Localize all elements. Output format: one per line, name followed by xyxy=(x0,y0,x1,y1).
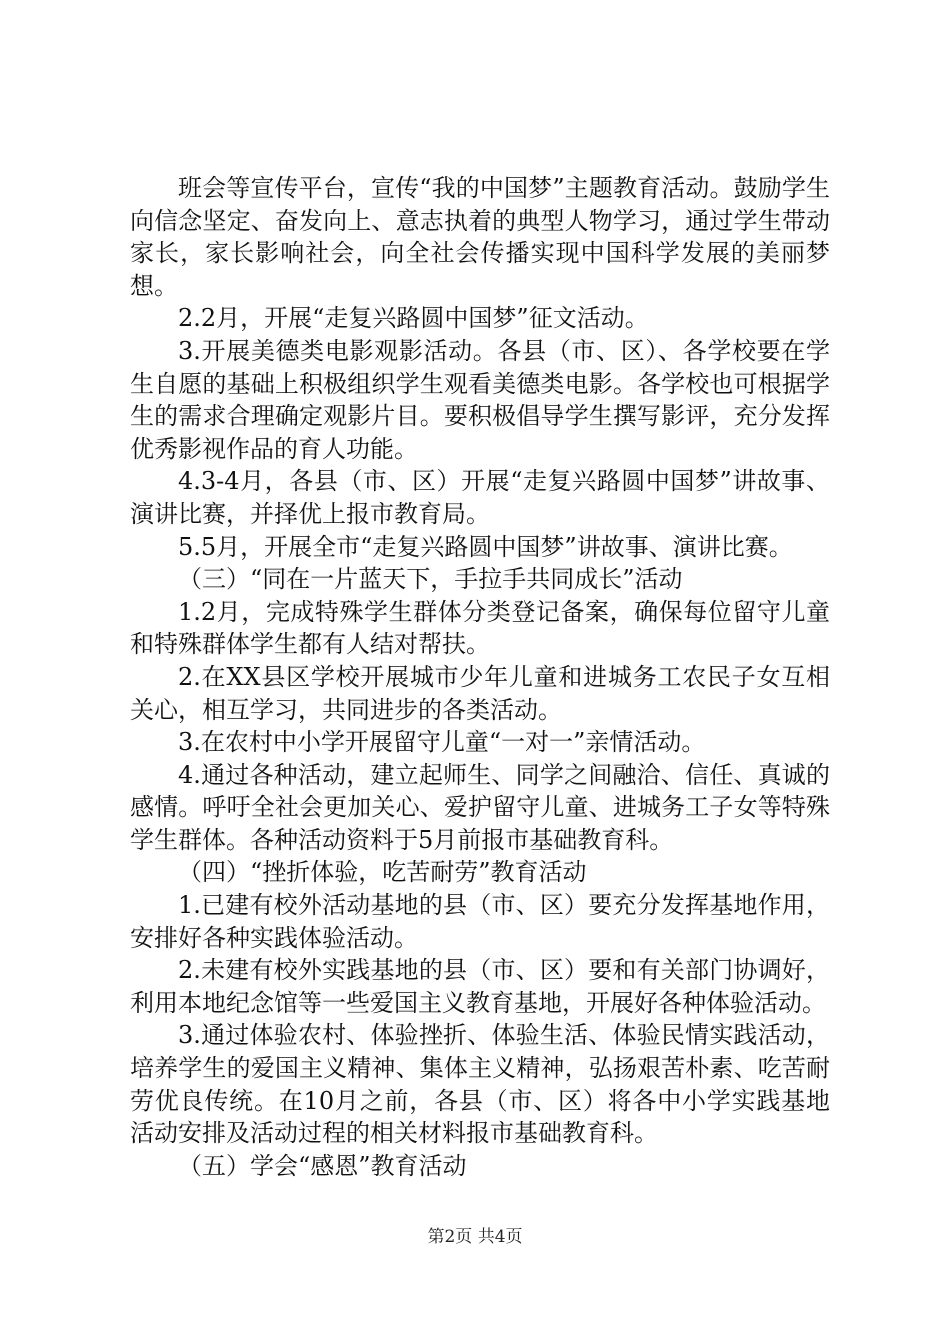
paragraph: 5.5月，开展全市“走复兴路圆中国梦”讲故事、演讲比赛。 xyxy=(178,532,793,561)
paragraph: 2.在XX县区学校开展城市少年儿童和进城务工农民子女互相关心，相互学习，共同进步的各类活动。 xyxy=(130,662,830,724)
paragraph: 4.3-4月，各县（市、区）开展“走复兴路圆中国梦”讲故事、演讲比赛，并择优上报市教育局。 xyxy=(130,467,830,528)
paragraph: （五）学会“感恩”教育活动 xyxy=(178,1151,467,1180)
paragraph: 3.通过体验农村、体验挫折、体验生活、体验民情实践活动，培养学生的爱国主义精神、集体主义精神，弘扬艰苦朴素、吃苦耐劳优良传统。在10月之前，各县（市、区）将各中小学实践基地活动安排及活动过程的相关材料报市基础教育科。 xyxy=(130,1021,830,1148)
paragraph: （三）“同在一片蓝天下，手拉手共同成长”活动 xyxy=(178,565,683,594)
paragraph: 4.通过各种活动，建立起师生、同学之间融洽、信任、真诚的感情。呼吁全社会更加关心、爱护留守儿童、进城务工子女等特殊学生群体。各种活动资料于5月前报市基础教育科。 xyxy=(130,760,830,854)
document-body xyxy=(130,172,830,1182)
paragraph: 班会等宣传平台，宣传“我的中国梦”主题教育活动。鼓励学生向信念坚定、奋发向上、意志执着的典型人物学习，通过学生带动家长，家长影响社会，向全社会传播实现中国科学发展的美丽梦想。 xyxy=(130,174,830,300)
paragraph: 1.2月，完成特殊学生群体分类登记备案，确保每位留守儿童和特殊群体学生都有人结对帮扶。 xyxy=(130,597,830,659)
paragraph: 1.已建有校外活动基地的县（市、区）要充分发挥基地作用，安排好各种实践体验活动。 xyxy=(130,891,830,952)
paragraph: 2.未建有校外实践基地的县（市、区）要和有关部门协调好，利用本地纪念馆等一些爱国主义教育基地，开展好各种体验活动。 xyxy=(130,956,830,1017)
page-footer: 第2页 共4页 xyxy=(427,1227,523,1247)
paragraph: 3.开展美德类电影观影活动。各县（市、区）、各学校要在学生自愿的基础上积极组织学生观看美德类电影。各学校也可根据学生的需求合理确定观影片目。要积极倡导学生撰写影评，充分发挥优秀影视作品的育人功能。 xyxy=(130,336,830,463)
paragraph: 2.2月，开展“走复兴路圆中国梦”征文活动。 xyxy=(178,304,649,333)
paragraph: 3.在农村中小学开展留守儿童“一对一”亲情活动。 xyxy=(178,728,706,757)
paragraph: （四）“挫折体验，吃苦耐劳”教育活动 xyxy=(178,858,587,887)
